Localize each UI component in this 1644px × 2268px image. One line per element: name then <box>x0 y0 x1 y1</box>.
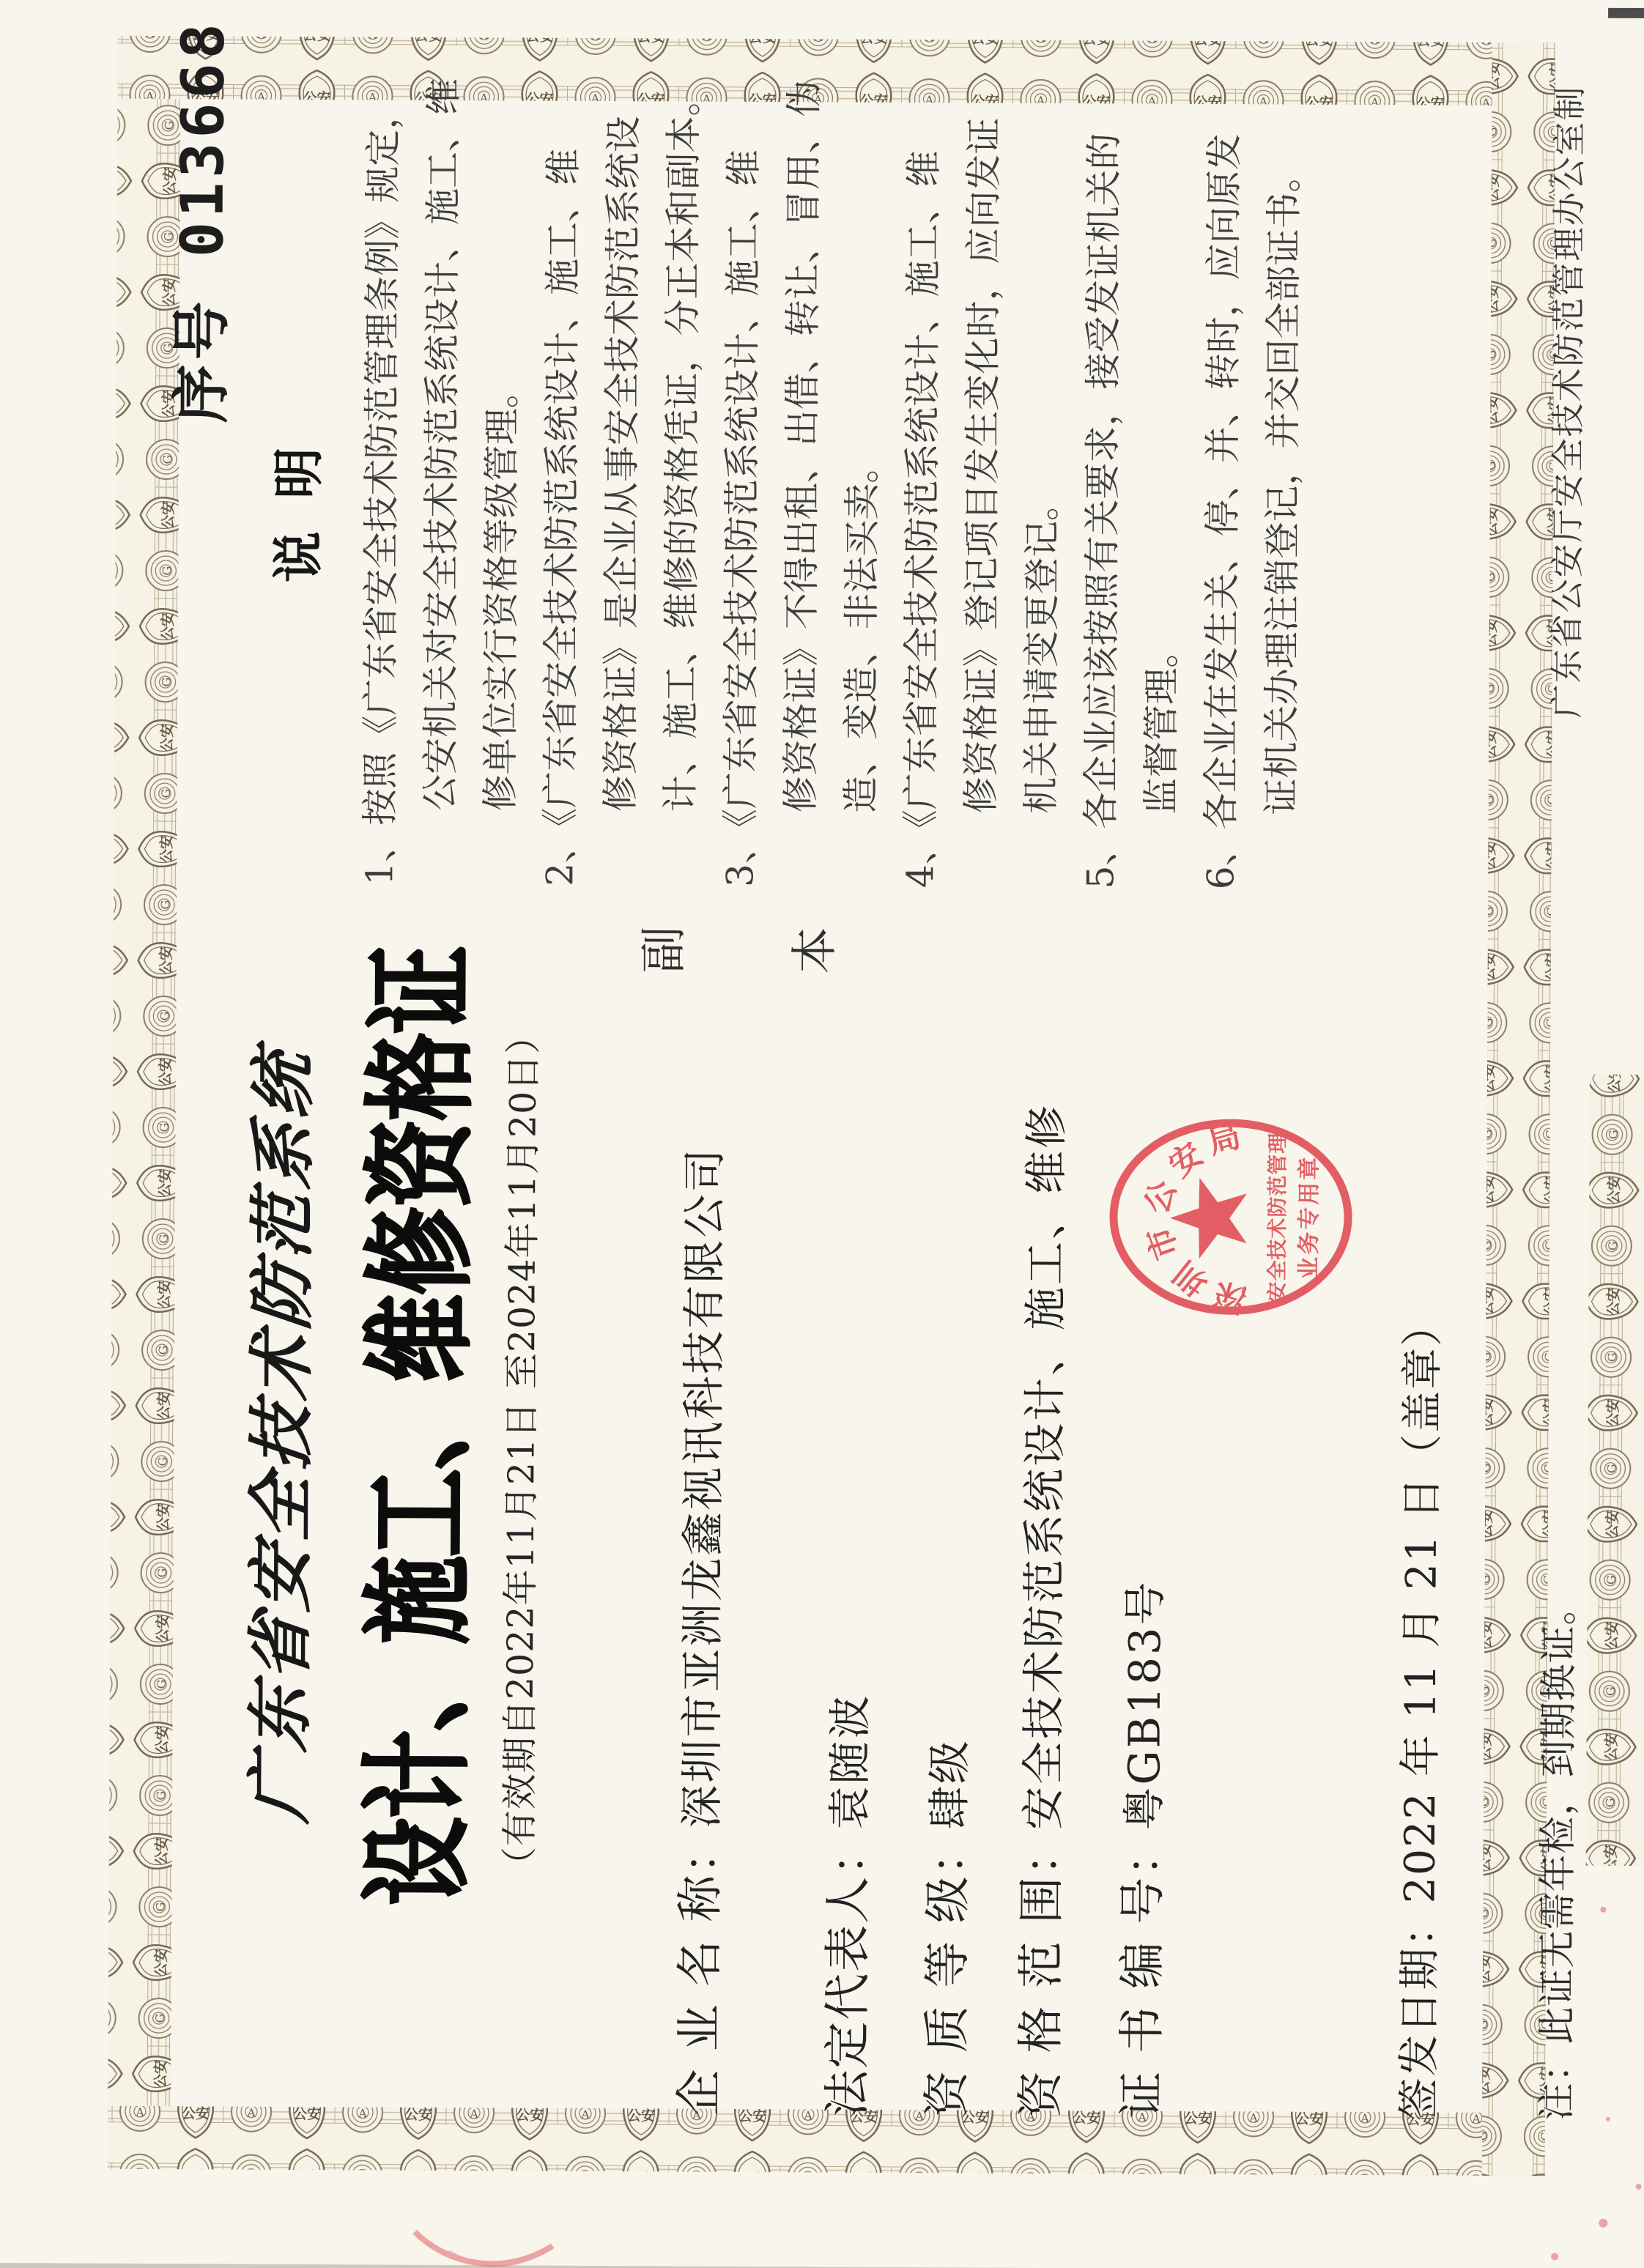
note-num-5: 5、 <box>1079 829 1122 889</box>
field-colon: ： <box>921 1829 975 1875</box>
scan-edge-dark-corner <box>1608 8 1644 18</box>
field-value: 安全技术防范系统设计、施工、维修 <box>1017 1102 1072 1831</box>
system-title: 广东省安全技术防范系统 <box>241 1044 323 1826</box>
seal-arc-textpath: 深圳市公安局 <box>1137 1114 1253 1319</box>
note-text-6: 各企业在发生关、停、并、转时，应向原发 证机关办理注销登记，并交回全部证书。 <box>1199 133 1306 830</box>
field-label: 资 格 范 围 <box>1014 1875 1070 2119</box>
field-value: 深圳市亚洲龙鑫视讯科技有限公司 <box>675 1146 730 1828</box>
field-value: 粤GB183号 <box>1118 1579 1171 1831</box>
note-item-3 <box>710 61 895 888</box>
validity-period: （有效期自2022年11月21日 至2024年11月20日） <box>498 1017 545 1883</box>
field-label: 资 质 等 级 <box>920 1875 976 2118</box>
field-colon: ： <box>1015 1829 1069 1876</box>
border-underpage-fragment <box>1586 1075 1644 1866</box>
note-text-2: 《广东省安全技术防范系统设计、施工、维 修资格证》是企业从事安全技术防范系统设 计、施工、维修的资格凭证，分正本和副本。 <box>538 79 706 827</box>
field-value: 肆级 <box>923 1738 975 1830</box>
certificate-title: 设计、施工、维修资格证 <box>352 945 487 1905</box>
note-num-1: 1、 <box>358 825 401 886</box>
field-legal-representative <box>810 1693 879 2116</box>
note-item-5 <box>1070 62 1195 889</box>
issue-date-line: 签发日期：2022 年 11 月 21 日（盖章） <box>1395 1302 1448 2120</box>
annual-inspection-note: 注：此证无需年检，到期换证。 <box>1536 1587 1582 2121</box>
note-item-6 <box>1191 63 1315 890</box>
copy-label-char-fu: 副 <box>637 926 692 974</box>
note-num-3: 3、 <box>719 826 762 888</box>
note-text-3: 《广东省安全技术防范系统设计、施工、维 修资格证》不得出租、出借、转让、冒用、伪 造、变造、非法买卖。 <box>719 80 884 828</box>
field-colon: ： <box>673 1828 727 1874</box>
seal-line2: 业务专用章 <box>1295 1155 1323 1280</box>
note-num-6: 6、 <box>1199 829 1243 890</box>
copy-label-char-ben: 本 <box>788 927 843 974</box>
field-label: 证 书 编 号 <box>1115 1875 1171 2119</box>
notes-list <box>349 59 1314 889</box>
field-qualification-grade <box>909 1738 979 2118</box>
scan-edge-shadow-left <box>0 2263 1644 2268</box>
note-item-4 <box>890 62 1075 889</box>
field-certificate-number <box>1104 1579 1174 2119</box>
note-text-1: 按照《广东省安全技术防范管理条例》规定， 公安机关对安全技术防范系统设计、施工、维 修单位实行资格等级管理。 <box>358 78 524 826</box>
notes-heading: 说 明 <box>267 440 330 583</box>
field-colon: ： <box>821 1829 875 1875</box>
issuing-office-imprint: 广东省公安厅安全技术防范管理办公室制 <box>1547 85 1590 719</box>
field-qualification-scope <box>1003 1103 1075 2118</box>
serial-number: 序号 013668 <box>167 18 238 423</box>
field-value: 袁随波 <box>823 1693 875 1830</box>
note-num-4: 4、 <box>899 828 942 889</box>
note-item-2 <box>530 60 714 887</box>
note-num-2: 2、 <box>538 826 582 886</box>
field-company-name <box>662 1146 733 2116</box>
note-text-4: 《广东省安全技术防范系统设计、施工、维 修资格证》登记项目发生变化时，应向发证 机关申请变更登记。 <box>899 117 1064 829</box>
seal-line1: 安全技术防范管理 <box>1265 1132 1290 1302</box>
note-text-5: 各企业应该按照有关要求，接受发证机关的 监督管理。 <box>1079 133 1183 829</box>
note-item-1 <box>349 59 534 886</box>
official-seal-stamp <box>1113 1114 1348 1319</box>
field-label: 法定代表人 <box>821 1875 876 2117</box>
field-label: 企 业 名 称 <box>673 1873 728 2116</box>
field-colon: ： <box>1116 1830 1170 1876</box>
